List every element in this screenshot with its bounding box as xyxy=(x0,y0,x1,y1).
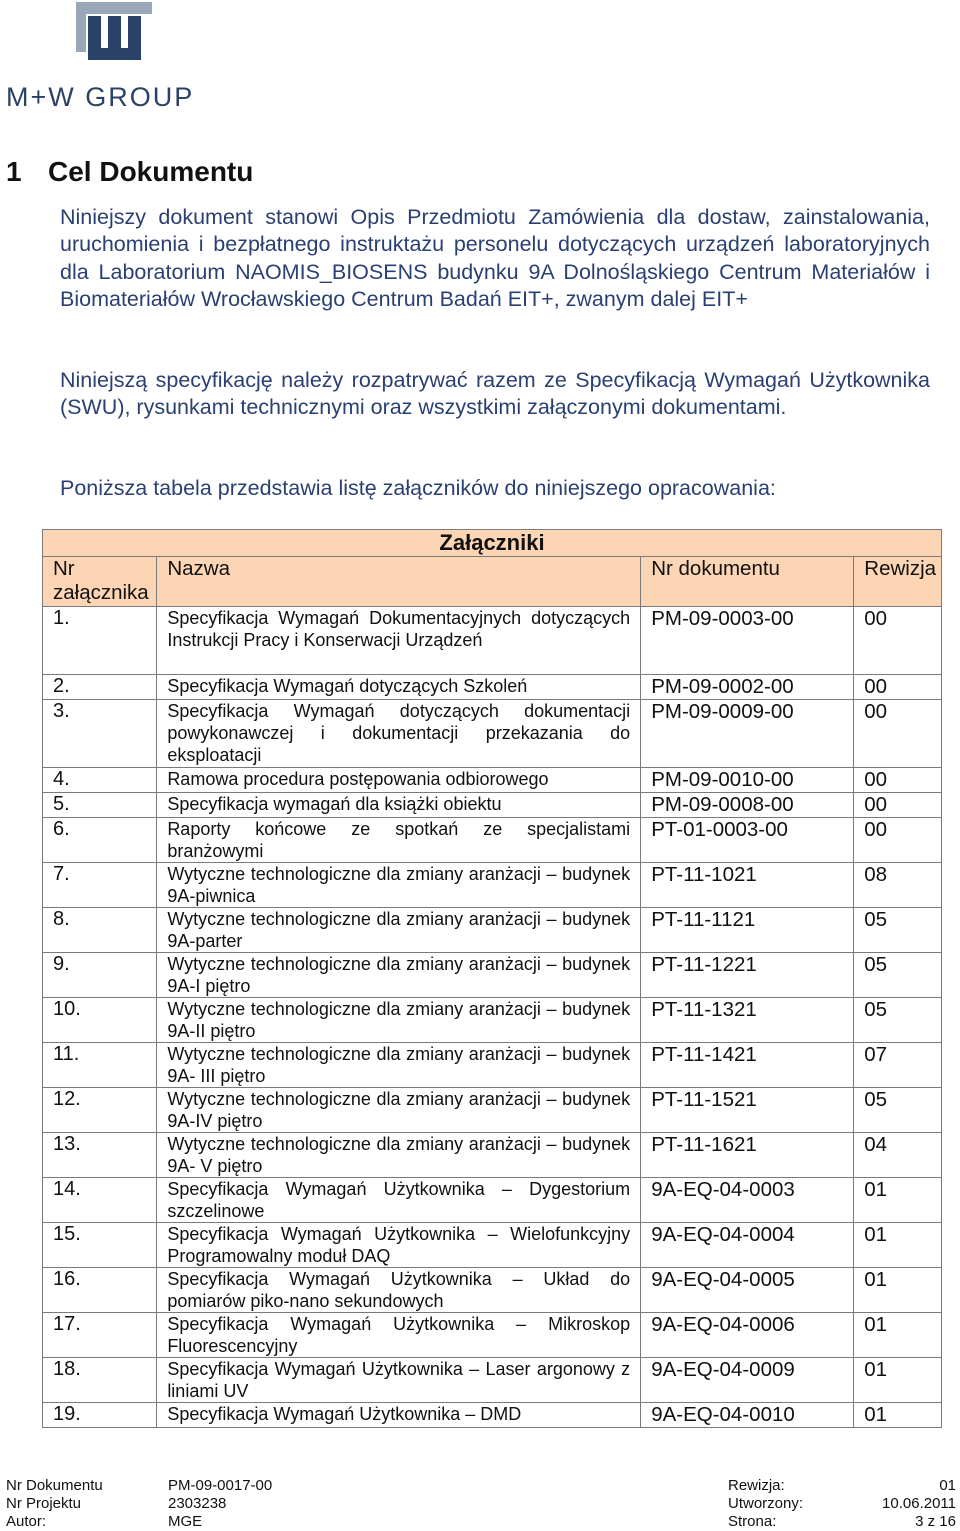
row-rev: 00 xyxy=(854,607,942,675)
footer-proj-value: 2303238 xyxy=(168,1495,227,1512)
row-nr: 2. xyxy=(43,675,157,700)
footer-created-label: Utworzony: xyxy=(728,1495,804,1512)
row-name: Specyfikacja wymagań dla książki obiektu xyxy=(157,793,641,818)
row-name: Specyfikacja Wymagań Użytkownika – Mikroskop Fluorescencyjny xyxy=(157,1313,641,1358)
row-rev: 01 xyxy=(854,1178,942,1223)
row-rev: 01 xyxy=(854,1403,942,1428)
footer-author-label: Autor: xyxy=(6,1513,47,1530)
footer-page-label: Strona: xyxy=(728,1513,777,1530)
row-rev: 04 xyxy=(854,1133,942,1178)
row-doc: 9A-EQ-04-0005 xyxy=(641,1268,854,1313)
row-rev: 00 xyxy=(854,700,942,768)
row-rev: 01 xyxy=(854,1313,942,1358)
row-doc: PT-01-0003-00 xyxy=(641,818,854,863)
row-name: Specyfikacja Wymagań Dokumentacyjnych dotyczących Instrukcji Pracy i Konserwacji Urządzeń xyxy=(157,607,641,675)
row-rev: 01 xyxy=(854,1358,942,1403)
row-nr: 18. xyxy=(43,1358,157,1403)
table-row xyxy=(43,1268,942,1313)
row-name: Wytyczne technologiczne dla zmiany aranżacji – budynek 9A-piwnica xyxy=(157,863,641,908)
section-title: Cel Dokumentu xyxy=(48,156,254,187)
row-name: Wytyczne technologiczne dla zmiany aranżacji – budynek 9A-parter xyxy=(157,908,641,953)
row-doc: PT-11-1621 xyxy=(641,1133,854,1178)
table-row xyxy=(43,1313,942,1358)
row-rev: 07 xyxy=(854,1043,942,1088)
row-rev: 05 xyxy=(854,908,942,953)
footer-doc-value: PM-09-0017-00 xyxy=(168,1477,273,1494)
row-doc: PM-09-0009-00 xyxy=(641,700,854,768)
table-row xyxy=(43,1358,942,1403)
row-nr: 9. xyxy=(43,953,157,998)
table-row xyxy=(43,908,942,953)
row-rev: 00 xyxy=(854,818,942,863)
row-nr: 8. xyxy=(43,908,157,953)
row-nr: 19. xyxy=(43,1403,157,1428)
row-name: Wytyczne technologiczne dla zmiany aranżacji – budynek 9A-I piętro xyxy=(157,953,641,998)
row-doc: PT-11-1321 xyxy=(641,998,854,1043)
row-rev: 05 xyxy=(854,953,942,998)
table-caption-row xyxy=(43,530,942,557)
row-name: Specyfikacja Wymagań Użytkownika – Układ do pomiarów piko-nano sekundowych xyxy=(157,1268,641,1313)
row-nr: 1. xyxy=(43,607,157,675)
row-nr: 12. xyxy=(43,1088,157,1133)
row-doc: PT-11-1521 xyxy=(641,1088,854,1133)
row-doc: 9A-EQ-04-0009 xyxy=(641,1358,854,1403)
row-name: Specyfikacja Wymagań Użytkownika – Dygestorium szczelinowe xyxy=(157,1178,641,1223)
footer-rev-label: Rewizja: xyxy=(728,1477,785,1494)
section-heading xyxy=(6,156,253,188)
row-nr: 4. xyxy=(43,768,157,793)
row-doc: PT-11-1121 xyxy=(641,908,854,953)
footer-proj-label: Nr Projektu xyxy=(6,1495,82,1512)
row-rev: 05 xyxy=(854,1088,942,1133)
row-doc: 9A-EQ-04-0003 xyxy=(641,1178,854,1223)
mw-logo-mark-icon xyxy=(76,2,152,66)
row-doc: PM-09-0008-00 xyxy=(641,793,854,818)
footer-row-project xyxy=(6,1495,960,1513)
row-name: Ramowa procedura postępowania odbiorowego xyxy=(157,768,641,793)
table-row xyxy=(43,818,942,863)
row-doc: PM-09-0003-00 xyxy=(641,607,854,675)
table-row xyxy=(43,1043,942,1088)
footer-created-value: 10.06.2011 xyxy=(882,1495,956,1512)
row-doc: PT-11-1421 xyxy=(641,1043,854,1088)
page-footer xyxy=(6,1477,960,1531)
row-name: Specyfikacja Wymagań Użytkownika – DMD xyxy=(157,1403,641,1428)
table-row xyxy=(43,1403,942,1428)
row-nr: 13. xyxy=(43,1133,157,1178)
row-name: Wytyczne technologiczne dla zmiany aranżacji – budynek 9A- V piętro xyxy=(157,1133,641,1178)
footer-rev-value: 01 xyxy=(939,1477,956,1494)
table-row xyxy=(43,675,942,700)
row-nr: 16. xyxy=(43,1268,157,1313)
row-doc: PT-11-1221 xyxy=(641,953,854,998)
table-caption: Załączniki xyxy=(43,530,942,557)
footer-row-author xyxy=(6,1513,960,1531)
footer-row-document xyxy=(6,1477,960,1495)
row-name: Wytyczne technologiczne dla zmiany aranżacji – budynek 9A-II piętro xyxy=(157,998,641,1043)
row-rev: 08 xyxy=(854,863,942,908)
row-doc: PM-09-0010-00 xyxy=(641,768,854,793)
table-row xyxy=(43,998,942,1043)
row-nr: 7. xyxy=(43,863,157,908)
row-nr: 6. xyxy=(43,818,157,863)
row-nr: 10. xyxy=(43,998,157,1043)
row-name: Wytyczne technologiczne dla zmiany aranżacji – budynek 9A-IV piętro xyxy=(157,1088,641,1133)
header-name: Nazwa xyxy=(157,557,641,607)
row-nr: 5. xyxy=(43,793,157,818)
table-row xyxy=(43,953,942,998)
table-row xyxy=(43,1178,942,1223)
table-intro-paragraph: Poniższa tabela przedstawia listę załączników do niniejszego opracowania: xyxy=(60,476,776,500)
table-header-row xyxy=(43,557,942,607)
row-rev: 05 xyxy=(854,998,942,1043)
row-name: Specyfikacja Wymagań dotyczących dokumentacji powykonawczej i dokumentacji przekazania do eksploatacji xyxy=(157,700,641,768)
section-number: 1 xyxy=(6,156,22,187)
footer-doc-label: Nr Dokumentu xyxy=(6,1477,103,1494)
row-nr: 17. xyxy=(43,1313,157,1358)
row-name: Raporty końcowe ze spotkań ze specjalistami branżowymi xyxy=(157,818,641,863)
brand-name: M+W GROUP xyxy=(6,82,195,112)
row-doc: 9A-EQ-04-0004 xyxy=(641,1223,854,1268)
row-rev: 00 xyxy=(854,793,942,818)
table-row xyxy=(43,1223,942,1268)
table-row xyxy=(43,768,942,793)
row-rev: 00 xyxy=(854,675,942,700)
intro-paragraph: Niniejszy dokument stanowi Opis Przedmiotu Zamówienia dla dostaw, zainstalowania, uruchomienia i bezpłatnego instruktażu personelu dotyczących urządzeń laboratoryjnych dla Laboratorium NAOMIS_BIOSENS budynku 9A Dolnośląskiego Centrum Materiałów i Biomateriałów Wrocławskiego Centrum Badań EIT+, zwanym dalej EIT+ xyxy=(60,205,930,311)
footer-page-value: 3 z 16 xyxy=(915,1513,956,1530)
table-row xyxy=(43,863,942,908)
table-row xyxy=(43,1088,942,1133)
company-logo xyxy=(6,2,216,112)
row-doc: PM-09-0002-00 xyxy=(641,675,854,700)
table-row xyxy=(43,700,942,768)
row-nr: 14. xyxy=(43,1178,157,1223)
row-rev: 01 xyxy=(854,1268,942,1313)
row-nr: 3. xyxy=(43,700,157,768)
row-nr: 11. xyxy=(43,1043,157,1088)
row-doc: PT-11-1021 xyxy=(641,863,854,908)
row-doc: 9A-EQ-04-0006 xyxy=(641,1313,854,1358)
footer-author-value: MGE xyxy=(168,1513,203,1530)
spec-paragraph: Niniejszą specyfikację należy rozpatrywać razem ze Specyfikacją Wymagań Użytkownika (SWU), rysunkami technicznymi oraz wszystkimi załączonymi dokumentami. xyxy=(60,368,930,420)
row-name: Specyfikacja Wymagań Użytkownika – Laser argonowy z liniami UV xyxy=(157,1358,641,1403)
table-row xyxy=(43,1133,942,1178)
row-name: Specyfikacja Wymagań dotyczących Szkoleń xyxy=(157,675,641,700)
row-rev: 00 xyxy=(854,768,942,793)
header-nr: Nr załącznika xyxy=(43,557,157,607)
row-name: Specyfikacja Wymagań Użytkownika – Wielofunkcyjny Programowalny moduł DAQ xyxy=(157,1223,641,1268)
row-doc: 9A-EQ-04-0010 xyxy=(641,1403,854,1428)
table-row xyxy=(43,607,942,675)
header-rev: Rewizja xyxy=(854,557,942,607)
attachments-table xyxy=(42,529,942,1428)
row-rev: 01 xyxy=(854,1223,942,1268)
table-row xyxy=(43,793,942,818)
row-name: Wytyczne technologiczne dla zmiany aranżacji – budynek 9A- III piętro xyxy=(157,1043,641,1088)
row-nr: 15. xyxy=(43,1223,157,1268)
header-doc: Nr dokumentu xyxy=(641,557,854,607)
